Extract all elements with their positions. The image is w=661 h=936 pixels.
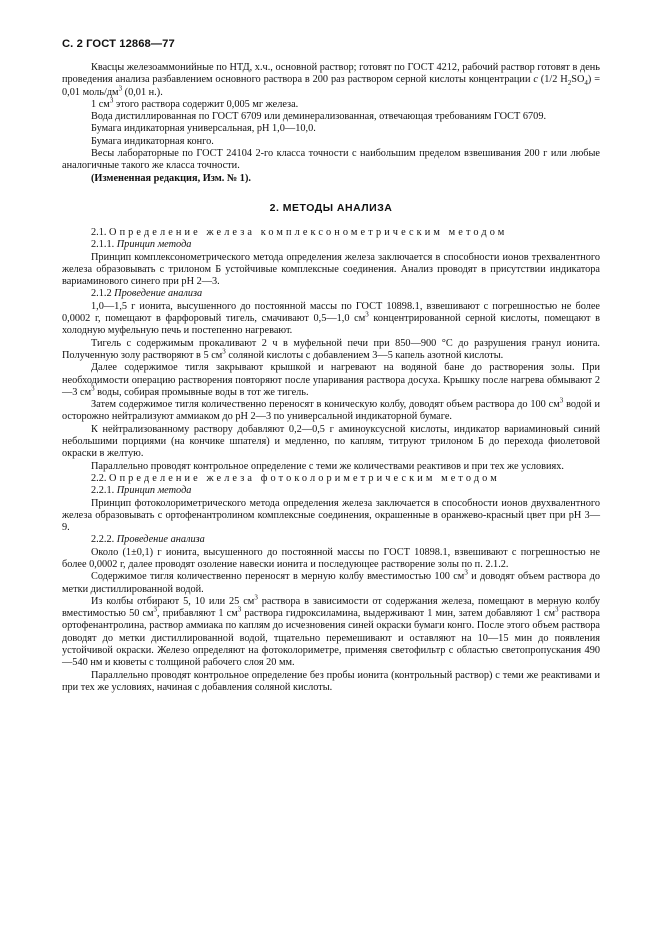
paragraph: Из колбы отбирают 5, 10 или 25 $см^3$ раствора в зависимости от содержания железа, помещают в мерную колбу вместимостью 50 $см^3$, прибавляют 1 $см^3$ раствора гидроксиламина, выдерживают 1 мин, затем добавляют 1 $см^3$ раствора ортофенантролина, раствор аммиака по каплям до исчезновения синей окраски бумаги конго. После этого объем раствора доводят до метки дистиллированной водой, тщательно перемешивают и оставляют на 10—15 мин до появления устойчивой окраски. Железо определяют на фотоколориметре, применяя светофильтр с областью светопропускания 490—540 нм и кюветы с толщиной рабочего слоя 20 мм. — [62, 593, 600, 669]
inline-text: Принцип метода — [116, 239, 192, 251]
paragraph: Параллельно проводят контрольное определение без пробы ионита (контрольный раствор) с теми же реактивами и при тех же условиях, начиная с добавления соляной кислоты. — [62, 669, 600, 693]
document-page — [62, 38, 600, 694]
inline-text: Определение железа фотоколориметрическим методом — [109, 472, 500, 484]
paragraph: К нейтрализованному раствору добавляют 0,2—0,5 г аминоуксусной кислоты, индикатор вариаминовый синий небольшими порциями (на кончике шпателя) и медленно, по каплям, титруют трилоном Б до перехода фиолетовой окраски в желтую. — [62, 423, 600, 460]
inline-text: 2 — [567, 79, 572, 88]
inline-text: c — [533, 74, 538, 86]
paragraph: Тигель с содержимым прокаливают 2 ч в муфельной печи при 850—900 °С до разрушения гранул ионита. Полученную золу растворяют в 5 $см^3$ соляной кислоты с добавлением 3—5 капель азотной кислоты. — [62, 337, 600, 361]
paragraph: Бумага индикаторная универсальная, рН 1,0—10,0. — [91, 123, 316, 135]
inline-text: Определение железа комплексонометрическим методом — [109, 226, 508, 238]
inline-text: 3 — [91, 384, 95, 393]
paragraph: 2.1.1. Принцип метода — [91, 239, 192, 251]
inline-text: 3 — [153, 605, 158, 614]
inline-text: 3 — [464, 568, 468, 577]
paragraph: Около (1±0,1) г ионита, высушенного до постоянной массы по ГОСТ 10898.1, взвешивают с погрешностью не более 0,0002 г, далее проводят озоление навески ионита и последующее растворение золы по п. 2.1.2. — [62, 546, 600, 570]
paragraph: 1 $см^3$ этого раствора содержит 0,005 мг железа. — [91, 96, 299, 110]
paragraph: 1,0—1,5 г ионита, высушенного до постоянной массы по ГОСТ 10898.1, взвешивают с погрешностью не более 0,0002 г, помещают в фарфоровый тигель, смачивают 0,5—1,0 $см^3$ концентрированной серной кислоты, помещают в холодную муфельную печь и постепенно нагревают. — [62, 300, 601, 337]
inline-text: Проведение анализа — [116, 534, 205, 546]
paragraph: Принцип фотоколориметрического метода определения железа заключается в способности ионов двухвалентного железа образовывать с ортофенантролином комплексные соединения, окрашенные в оранжево-красный цвет при рН 3—9. — [62, 497, 600, 534]
inline-text: 3 — [237, 605, 242, 614]
paragraph: Далее содержимое тигля закрывают крышкой и нагревают на водяной бане до растворения золы. При необходимости операцию растворения повторяют после упаривания раствора досуха. Крышку после нагрева обмывают 2—3 $см^3$ воды, собирая промывные воды в тот же тигель. — [62, 362, 600, 398]
paragraph: 2.1. Определение железа комплексонометрическим методом — [91, 226, 508, 238]
section-heading: 2. МЕТОДЫ АНАЛИЗА — [269, 201, 393, 214]
paragraph: 2.2.1. Принцип метода — [91, 485, 192, 497]
paragraph: Вода дистиллированная по ГОСТ 6709 или деминерализованная, отвечающая требованиям ГОСТ 6709. — [91, 111, 547, 123]
inline-text: Принцип метода — [116, 485, 192, 497]
inline-text: 3 — [254, 593, 258, 602]
page-header: С. 2 ГОСТ 12868—77 — [62, 38, 175, 50]
inline-text: 3 — [554, 605, 559, 614]
paragraph: Бумага индикаторная конго. — [91, 135, 214, 147]
paragraph: 2.2. Определение железа фотоколориметрическим методом — [91, 472, 500, 484]
paragraph: Квасцы железоаммонийные по НТД, х.ч., основной раствор; готовят по ГОСТ 4212, рабочий раствор готовят в день проведения анализа разбавлением основного раствора в 200 раз раствором серной кислоты концентрации c (1/2 $H_2SO_4) = 0,01$ моль/$дм^3$ (0,01 н.). — [62, 62, 601, 98]
inline-text: 3 — [365, 310, 369, 319]
paragraph: Параллельно проводят контрольное определение с теми же количествами реактивов и при тех же условиях. — [91, 460, 565, 472]
inline-text: 4 — [584, 79, 588, 88]
paragraph: Затем содержимое тигля количественно переносят в коническую колбу, доводят объем раствора до 100 $см^3$ водой и осторожно нейтрализуют аммиаком до рН 2—3 по универсальной индикаторной бумаге. — [62, 396, 601, 423]
inline-text: 3 — [559, 396, 564, 405]
inline-text: 3 — [109, 96, 114, 105]
inline-text: 3 — [118, 84, 123, 93]
document-body — [62, 62, 600, 694]
paragraph: 2.2.2. Проведение анализа — [91, 534, 205, 546]
paragraph: 2.1.2 Проведение анализа — [91, 288, 203, 300]
paragraph: (Измененная редакция, Изм. № 1). — [91, 172, 251, 184]
paragraph: Содержимое тигля количественно переносят в мерную колбу вместимостью 100 $см^3$ и доводят объем раствора до метки дистиллированной водой. — [62, 568, 600, 595]
paragraph: Принцип комплексонометрического метода определения железа заключается в способности ионов трехвалентного железа образовывать с трилоном Б устойчивые комплексные соединения. Анализ проводят в присутствии индикатора вариаминового синего при рН 2—3. — [62, 251, 600, 288]
inline-text: 3 — [222, 347, 226, 356]
paragraph: Весы лабораторные по ГОСТ 24104 2-го класса точности с наибольшим пределом взвешивания 200 г или любые аналогичные такого же класса точности. — [62, 148, 600, 172]
inline-text: Проведение анализа — [114, 288, 203, 300]
